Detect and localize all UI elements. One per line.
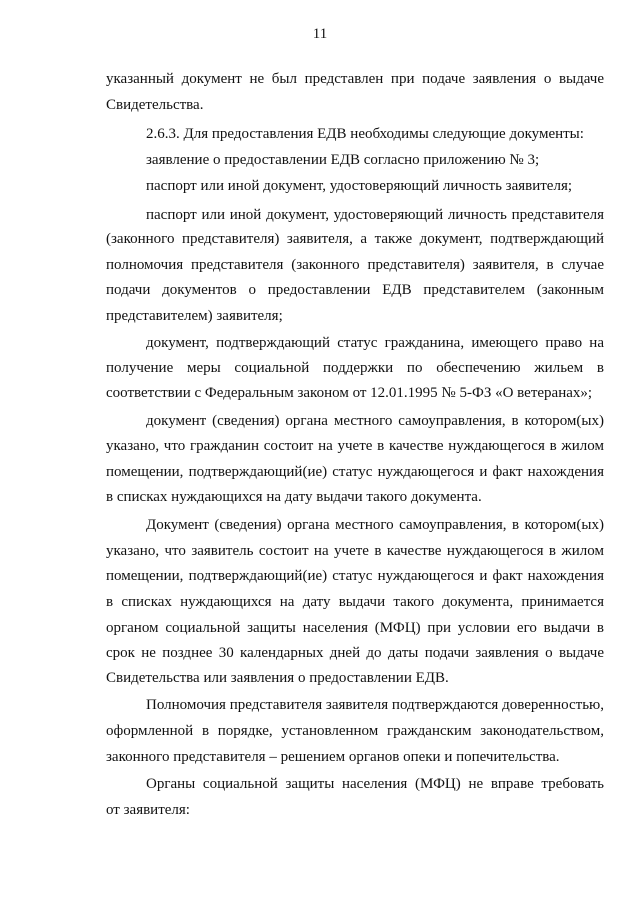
text-line: подачи документов о предоставлении ЕДВ представителем (законным [106,282,604,298]
text-line: помещении, подтверждающий(ие) статус нуждающегося и факт нахождения [106,568,604,584]
text-line: Органы социальной защиты населения (МФЦ) не вправе требовать [146,776,604,792]
text-line: документ (сведения) органа местного самоуправления, в котором(ых) [146,413,604,429]
text-line: Свидетельства или заявления о предоставлении ЕДВ. [106,670,449,686]
text-line: (законного представителя) заявителя, а также документ, подтверждающий [106,231,604,247]
text-line: срок не позднее 30 календарных дней до даты подачи заявления о выдаче [106,645,604,661]
text-line: представителем) заявителя; [106,308,283,324]
text-line: органом социальной защиты населения (МФЦ) при условии его выдачи в [106,620,604,636]
text-line: Документ (сведения) органа местного самоуправления, в котором(ых) [146,517,604,533]
text-line: помещении, подтверждающий(ие) статус нуждающегося и факт нахождения [106,464,604,480]
text-line: документ, подтверждающий статус гражданина, имеющего право на [146,335,604,351]
text-line: получение меры социальной поддержки по обеспечению жильем в [106,360,604,376]
text-line: в списках нуждающихся на дату выдачи такого документа. [106,489,482,505]
text-line: оформленной в порядке, установленном гражданским законодательством, [106,723,604,739]
text-line: указано, что заявитель состоит на учете в качестве нуждающегося в жилом [106,543,604,559]
text-line: Свидетельства. [106,97,204,113]
text-line: законного представителя – решением органов опеки и попечительства. [106,749,560,765]
text-line: паспорт или иной документ, удостоверяющий личность представителя [146,207,604,223]
text-line: 2.6.3. Для предоставления ЕДВ необходимы следующие документы: [146,126,584,142]
text-line: полномочия представителя (законного представителя) заявителя, в случае [106,257,604,273]
page-number: 11 [312,26,328,42]
text-line: указано, что гражданин состоит на учете в качестве нуждающегося в жилом [106,438,604,454]
text-line: Полномочия представителя заявителя подтверждаются доверенностью, [146,697,604,713]
text-line: указанный документ не был представлен при подаче заявления о выдаче [106,71,604,87]
text-line: от заявителя: [106,802,190,818]
text-line: заявление о предоставлении ЕДВ согласно приложению № 3; [146,152,540,168]
text-line: в списках нуждающихся на дату выдачи такого документа, принимается [106,594,604,610]
text-line: соответствии с Федеральным законом от 12.01.1995 № 5-ФЗ «О ветеранах»; [106,385,593,401]
text-line: паспорт или иной документ, удостоверяющий личность заявителя; [146,178,573,194]
